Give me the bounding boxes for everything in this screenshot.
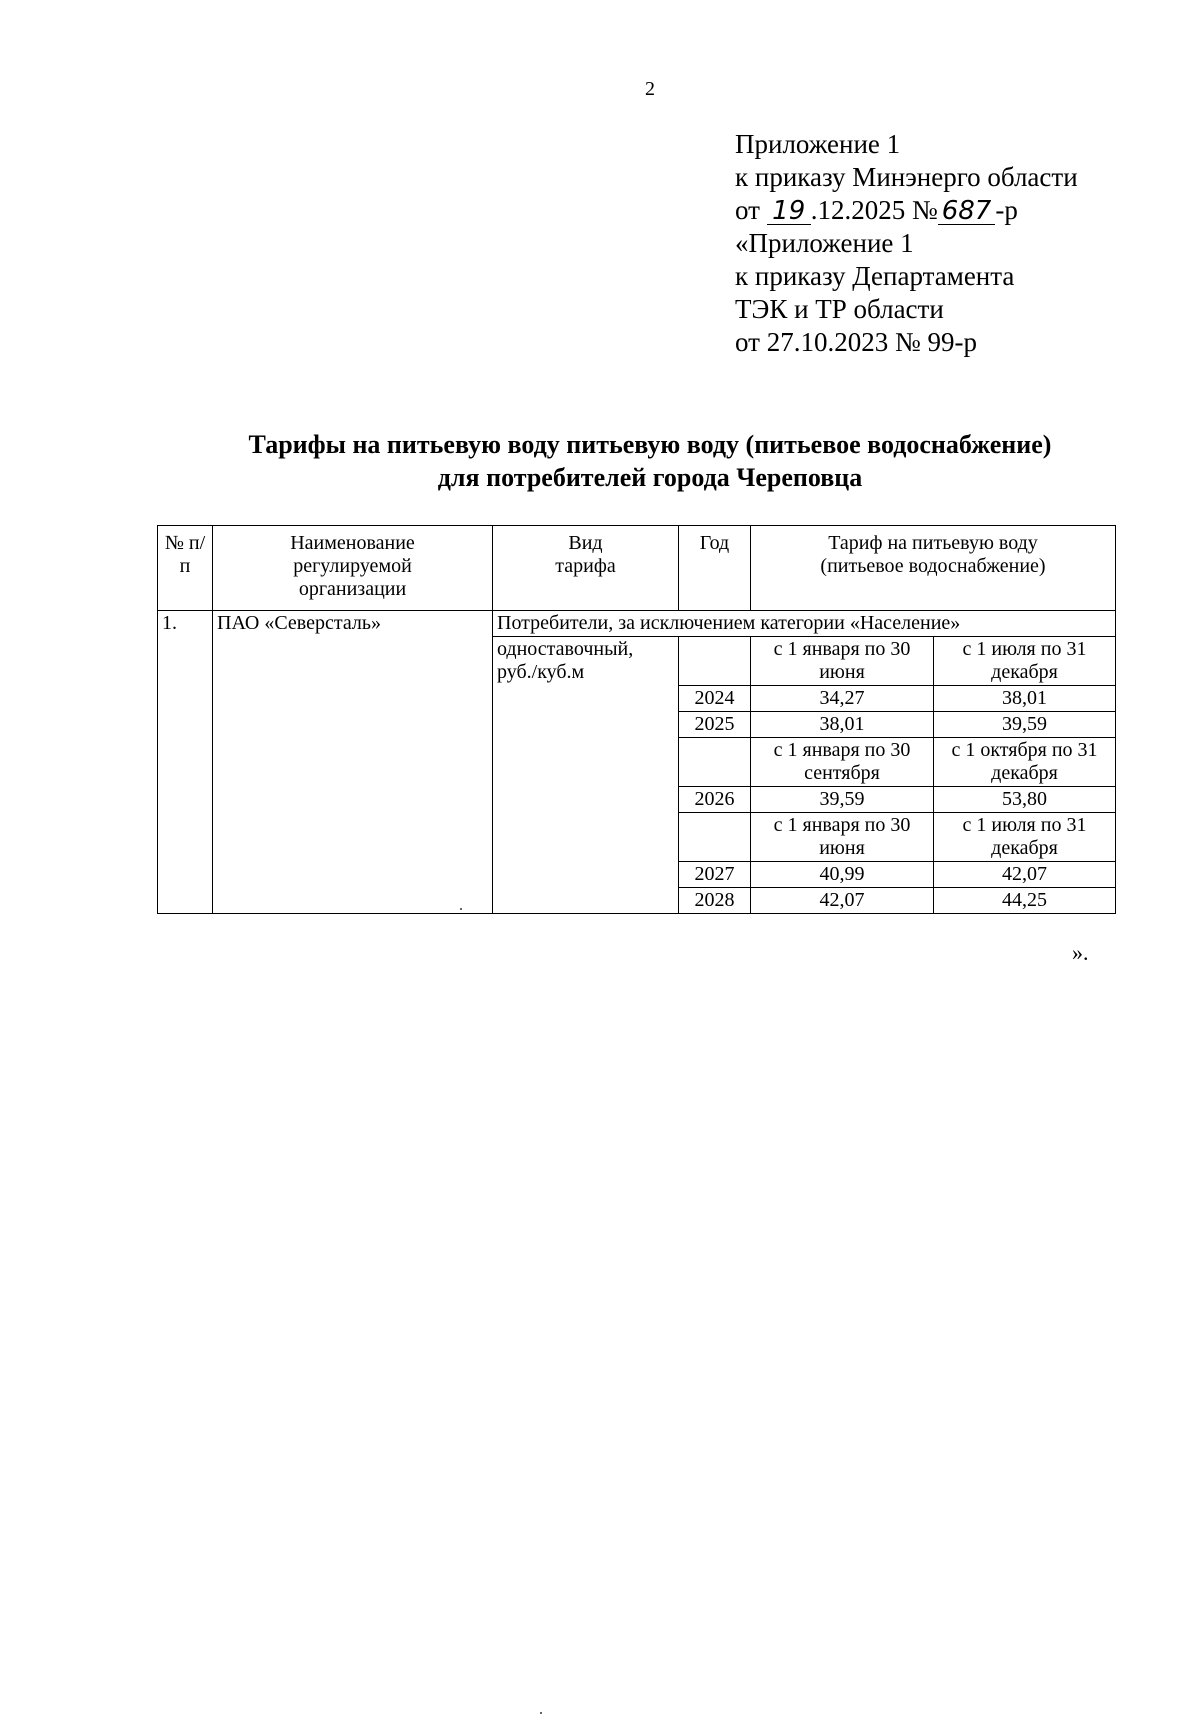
cell-value: 38,01 [934,686,1116,712]
appendix-date-prefix: от [735,195,767,225]
cell-value: 39,59 [751,787,934,813]
appendix-line-7: от 27.10.2023 № 99-р [735,327,977,357]
cell-period: с 1 июля по 31 декабря [934,813,1116,862]
header-tariff-type: Вид тарифа [493,526,679,611]
cell-year-empty [679,637,751,686]
cell-year: 2025 [679,712,751,738]
cell-value: 44,25 [934,888,1116,914]
cell-value: 40,99 [751,862,934,888]
cell-period: с 1 января по 30 июня [751,813,934,862]
appendix-date-middle: .12.2025 № [810,195,938,225]
cell-value: 34,27 [751,686,934,712]
header-num: № п/п [158,526,213,611]
cell-year: 2027 [679,862,751,888]
appendix-line-5: к приказу Департамента [735,261,1015,291]
cell-year: 2026 [679,787,751,813]
handwritten-day: 19 [767,198,811,225]
cell-period: с 1 июля по 31 декабря [934,637,1116,686]
cell-value: 38,01 [751,712,934,738]
cell-period: с 1 января по 30 сентября [751,738,934,787]
cell-row-number: 1. [158,611,213,914]
cell-value: 39,59 [934,712,1116,738]
appendix-date-suffix: -р [995,195,1018,225]
handwritten-order-number: 687 [938,198,996,225]
header-tariff: Тариф на питьевую воду (питьевое водоснабжение) [751,526,1116,611]
title-line-2: для потребителей города Череповца [437,463,863,492]
cell-consumer-category: Потребители, за исключением категории «Население» [493,611,1116,637]
appendix-block [735,128,1078,359]
header-year: Год [679,526,751,611]
page-number: 2 [645,78,655,100]
scan-speck [460,908,462,910]
header-organization: Наименование регулируемой организации [213,526,493,611]
closing-quote: ». [1072,940,1089,965]
cell-value: 42,07 [934,862,1116,888]
cell-year-empty [679,738,751,787]
appendix-line-1: Приложение 1 [735,129,901,159]
document-title [200,428,1100,494]
appendix-line-2: к приказу Минэнерго области [735,162,1078,192]
appendix-line-6: ТЭК и ТР области [735,294,944,324]
title-line-1: Тарифы на питьевую воду питьевую воду (питьевое водоснабжение) [248,430,1052,459]
cell-tariff-type: одноставочный, руб./куб.м [493,637,679,914]
table-row [158,611,1116,637]
cell-value: 53,80 [934,787,1116,813]
appendix-line-4: «Приложение 1 [735,228,914,258]
scan-speck [540,1712,542,1714]
cell-period: с 1 октября по 31 декабря [934,738,1116,787]
cell-period: с 1 января по 30 июня [751,637,934,686]
cell-organization: ПАО «Северсталь» [213,611,493,914]
table-header-row [158,526,1116,611]
cell-year: 2024 [679,686,751,712]
cell-value: 42,07 [751,888,934,914]
cell-year: 2028 [679,888,751,914]
cell-year-empty [679,813,751,862]
tariff-table [157,525,1116,914]
appendix-line-3 [735,194,1078,227]
